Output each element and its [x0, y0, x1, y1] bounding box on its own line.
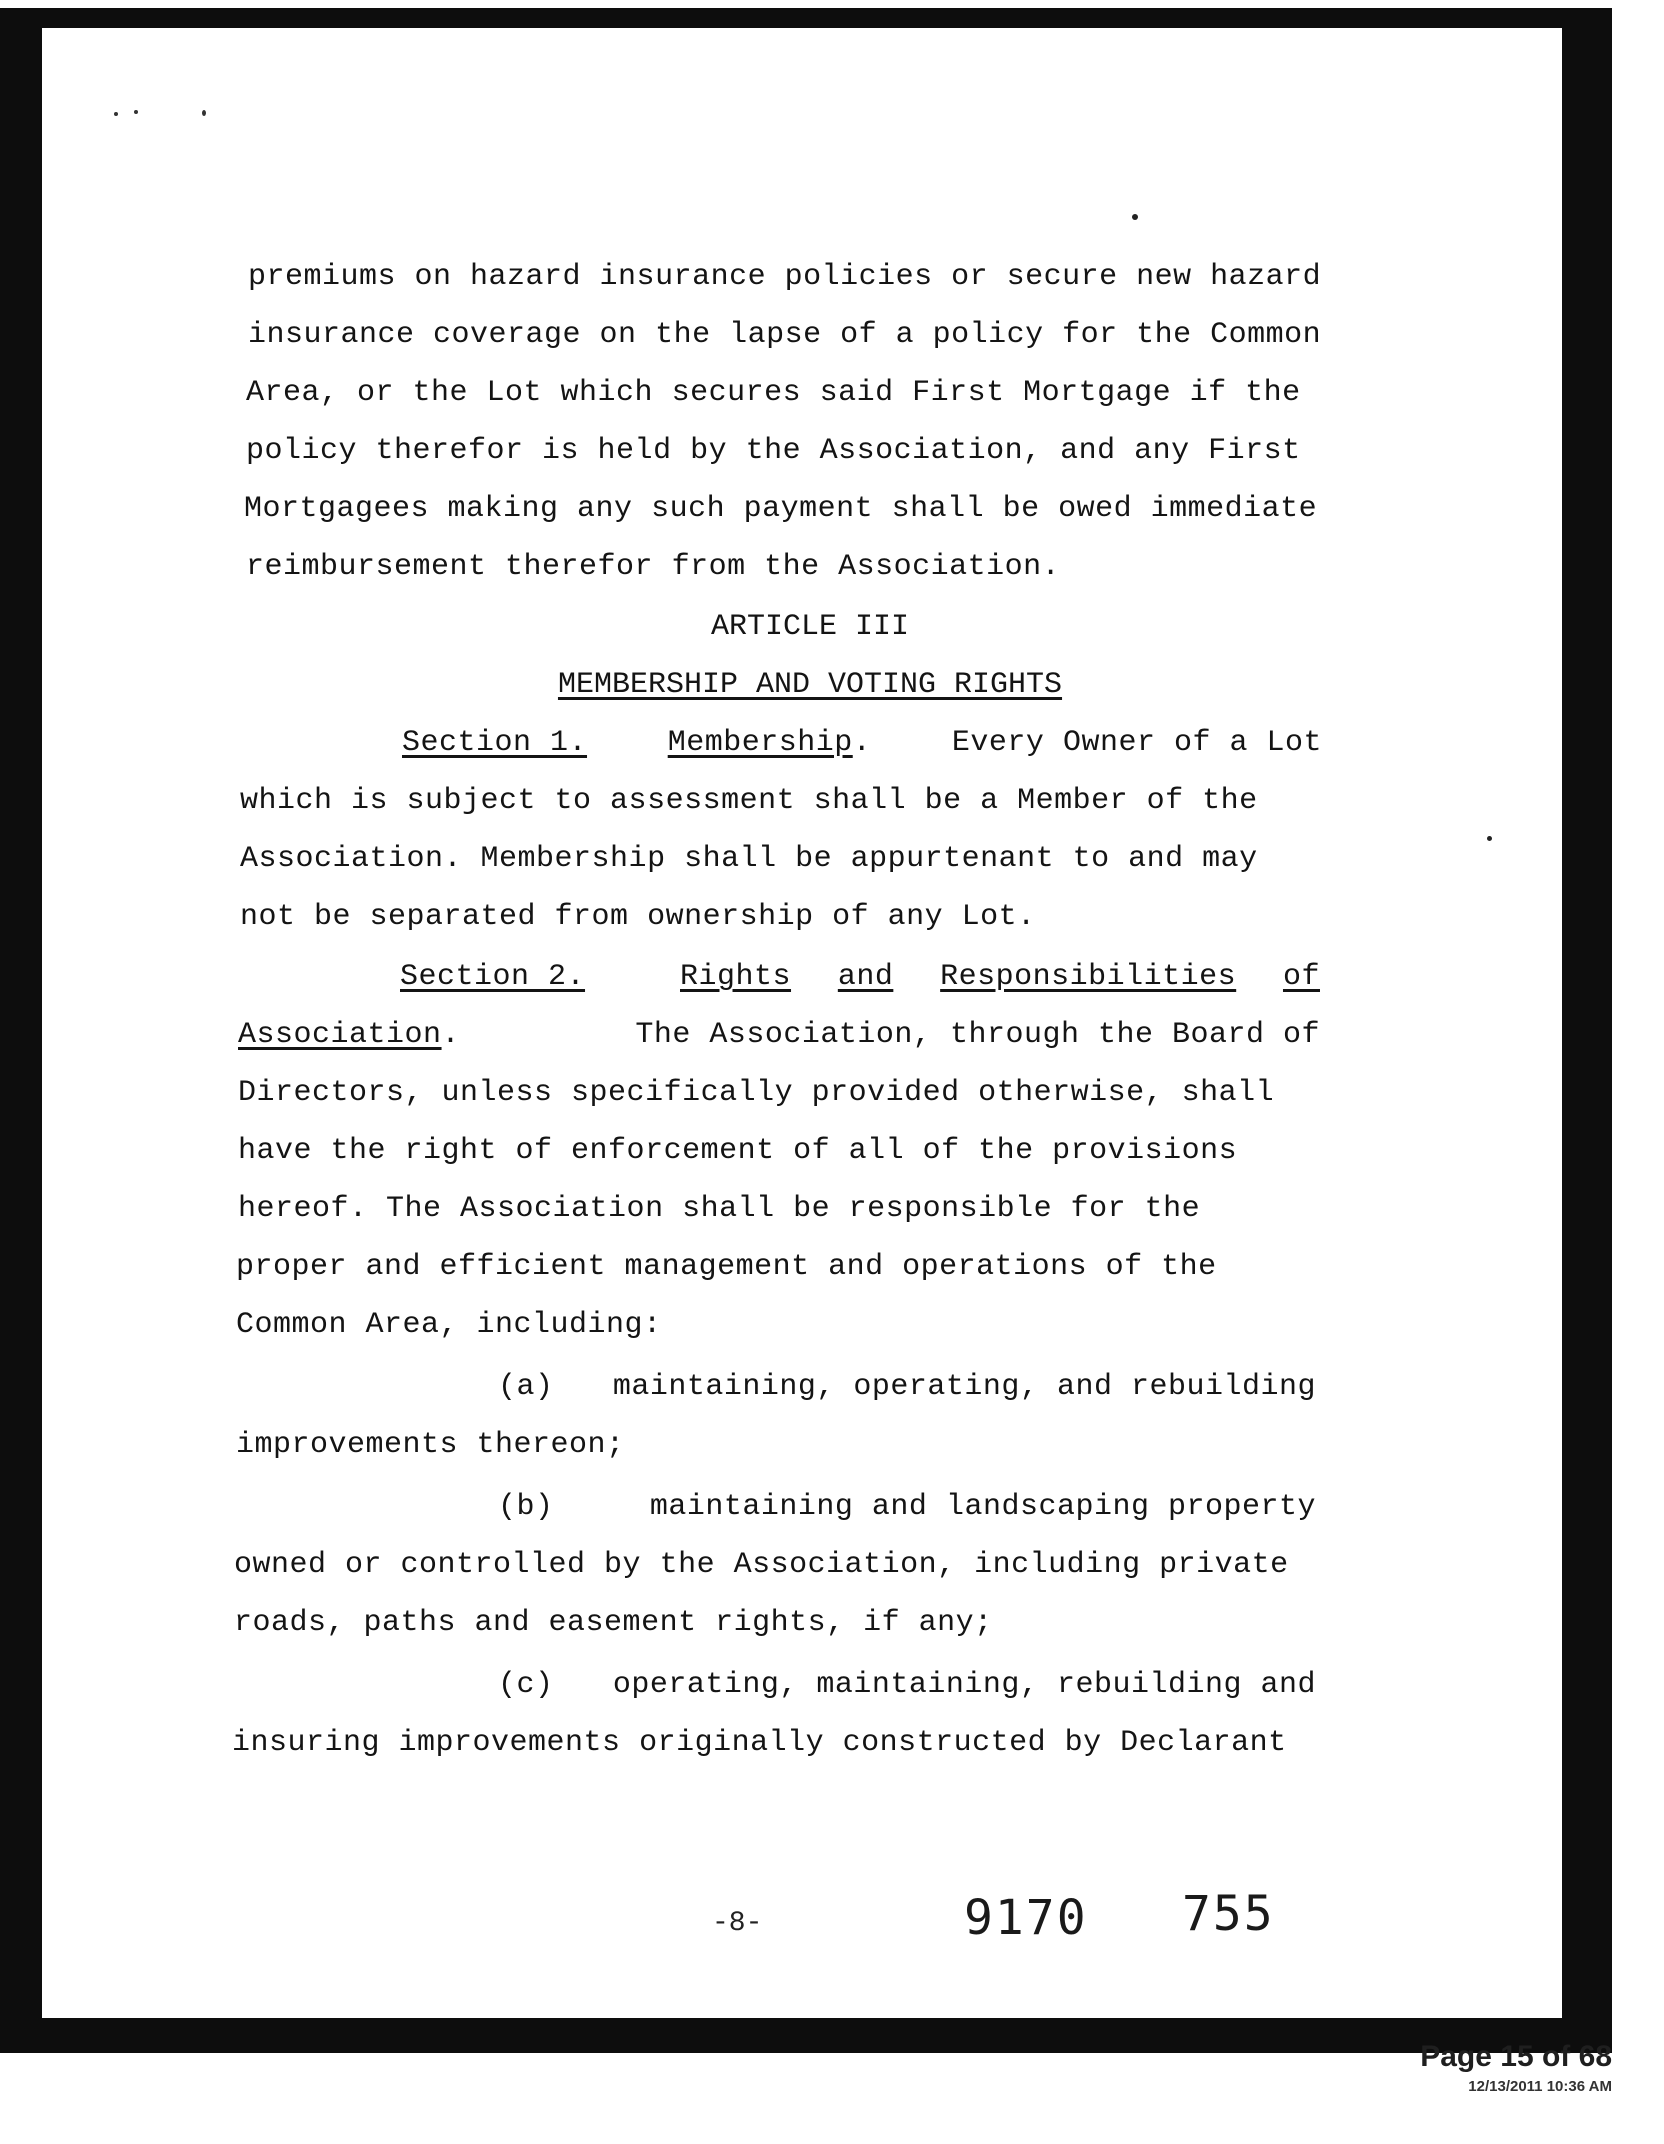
- section-2-line-2-rest: The Association, through the Board of: [635, 1018, 1320, 1052]
- text-line: have the right of enforcement of all of the provisions: [238, 1134, 1238, 1168]
- item-first-line: operating, maintaining, rebuilding and: [612, 1668, 1316, 1702]
- text-line: proper and efficient management and operations of the: [236, 1250, 1217, 1284]
- stamp-page-label: Page 15 of 68: [1420, 2040, 1612, 2073]
- text-line: hereof. The Association shall be responsible for the: [238, 1192, 1201, 1226]
- scan-speck: [202, 110, 206, 116]
- scan-speck: [114, 112, 118, 116]
- paper-sheet: [42, 28, 1562, 2018]
- book-page: 755: [1182, 1886, 1275, 1942]
- text-line: Area, or the Lot which secures said First Mortgage if the: [246, 376, 1301, 410]
- text-line: Mortgagees making any such payment shall be owed immediate: [244, 492, 1318, 526]
- section-1-first-line: Every Owner of a Lot: [951, 726, 1322, 760]
- text-line: improvements thereon;: [236, 1428, 625, 1462]
- list-item-b: [498, 1490, 1316, 1524]
- text-line: which is subject to assessment shall be a Member of the: [240, 784, 1258, 818]
- article-heading: ARTICLE III: [710, 610, 910, 644]
- section-2-line-2: [238, 1018, 1320, 1052]
- text-line: owned or controlled by the Association, including private: [234, 1548, 1289, 1582]
- section-2-label: Section 2.: [400, 960, 586, 994]
- list-item-a: [498, 1370, 1316, 1404]
- item-marker: (b): [498, 1490, 554, 1524]
- article-subheading: [50, 668, 1570, 702]
- text-line: Association. Membership shall be appurtenant to and may: [240, 842, 1258, 876]
- item-first-line: maintaining, operating, and rebuilding: [612, 1370, 1316, 1404]
- stamp-timestamp: 12/13/2011 10:36 AM: [1468, 2078, 1612, 2095]
- text-line: Common Area, including:: [236, 1308, 662, 1342]
- book-number: 9170: [964, 1890, 1088, 1946]
- text-line: insuring improvements originally constructed by Declarant: [232, 1726, 1287, 1760]
- scan-speck: [1132, 214, 1138, 220]
- text-line-content: premiums on hazard insurance policies or secure new hazard: [248, 260, 1322, 294]
- section-2-title-2-wrap: Association.: [238, 1018, 461, 1052]
- section-2-label-wrap: [400, 960, 585, 994]
- section-1-label-wrap: [402, 726, 587, 760]
- section-1-title-wrap: Membership.: [667, 726, 872, 760]
- text-line: [248, 260, 1322, 294]
- section-2-title-word: Rights: [680, 960, 792, 994]
- section-1-heading-line: [402, 726, 1322, 760]
- section-1-label: Section 1.: [402, 726, 588, 760]
- article-subheading-text: MEMBERSHIP AND VOTING RIGHTS: [557, 668, 1063, 702]
- section-2-heading-line: [400, 960, 1320, 994]
- section-2-title-word: and: [837, 960, 894, 994]
- section-2-title-line: [680, 960, 1320, 994]
- text-line: roads, paths and easement rights, if any;: [234, 1606, 993, 1640]
- text-line: insurance coverage on the lapse of a policy for the Common: [248, 318, 1322, 352]
- item-marker: (c): [498, 1668, 554, 1702]
- section-2-title-2: Association: [238, 1018, 442, 1052]
- section-1-title: Membership: [667, 726, 853, 760]
- list-item-c: [498, 1668, 1316, 1702]
- section-2-title-word: Responsibilities: [940, 960, 1237, 994]
- text-line: not be separated from ownership of any Lot.: [240, 900, 1036, 934]
- text-line: Directors, unless specifically provided otherwise, shall: [238, 1076, 1275, 1110]
- item-marker: (a): [498, 1370, 554, 1404]
- page-number: -8-: [712, 1908, 763, 1939]
- text-line: reimbursement therefor from the Association.: [246, 550, 1061, 584]
- section-2-title-word: of: [1282, 960, 1320, 994]
- scan-speck: [134, 110, 138, 114]
- scan-speck: [1487, 836, 1492, 841]
- item-first-line: maintaining and landscaping property: [649, 1490, 1316, 1524]
- text-line: policy therefor is held by the Association, and any First: [246, 434, 1301, 468]
